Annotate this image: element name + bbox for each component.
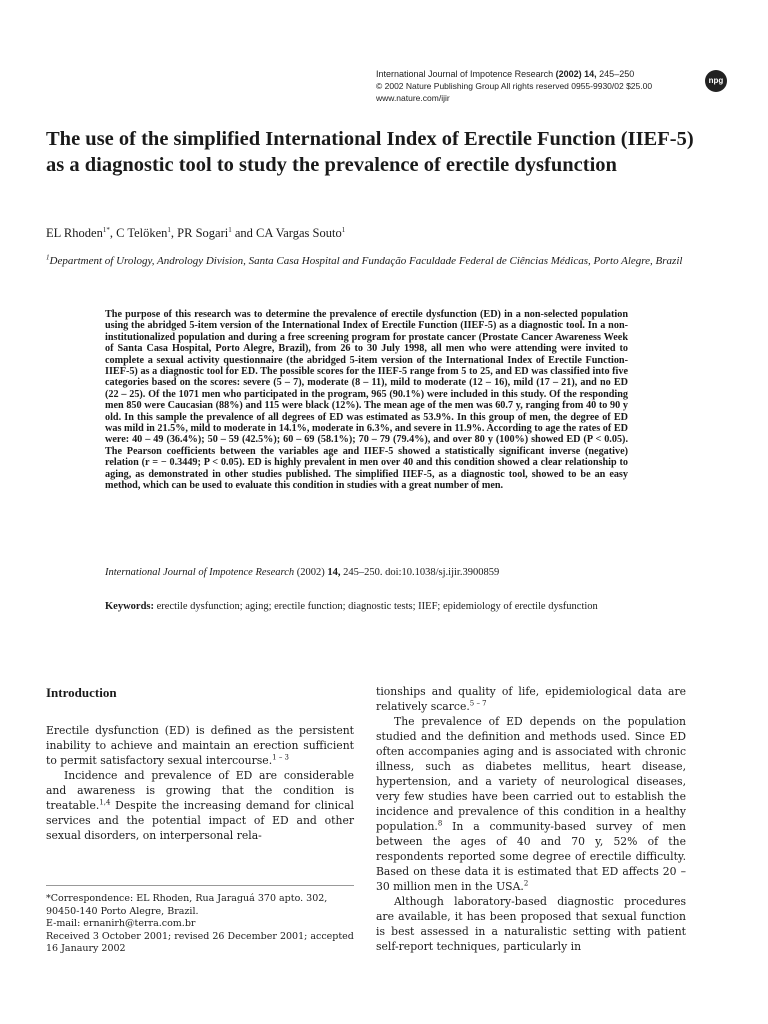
affiliation-text: Department of Urology, Andrology Division, Santa Casa Hospital and Fundação Faculdade Federal de Ciências Médicas, Porto Alegre, Brazil bbox=[49, 255, 683, 267]
npg-logo: npg bbox=[705, 70, 727, 92]
author-name: EL Rhoden bbox=[46, 226, 103, 240]
affiliation-sup: 1 bbox=[46, 253, 50, 262]
citation-pages-doi[interactable]: 245–250. doi:10.1038/sj.ijir.3900859 bbox=[343, 567, 500, 578]
citation-journal: International Journal of Impotence Research bbox=[105, 567, 295, 578]
citation-volume: 14, bbox=[327, 567, 341, 578]
paragraph-text: In a community-based survey of men between the ages of 40 and 70 y, 52% of the respondents reported some degree of erectile difficulty. Based on these data it is estimated that ED affects 20 – 30 million men in the USA. bbox=[376, 820, 686, 893]
footnotes bbox=[46, 893, 356, 956]
paragraph-text: Despite the increasing demand for clinical services and the potential impact of ED and other sexual disorders, on interpersonal rela- bbox=[46, 799, 354, 842]
keywords bbox=[105, 600, 628, 614]
journal-name: International Journal of Impotence Research bbox=[376, 69, 554, 79]
citation-sup: 1,4 bbox=[99, 798, 111, 807]
body-paragraph bbox=[46, 768, 354, 843]
citation-sup: 2 bbox=[523, 879, 529, 888]
paragraph-text: Incidence and prevalence of ED are considerable and awareness is growing that the condition is treatable. bbox=[46, 769, 354, 812]
body-paragraph bbox=[376, 684, 686, 714]
received-dates: Received 3 October 2001; revised 26 December 2001; accepted 16 Janaury 2002 bbox=[46, 930, 354, 954]
journal-header bbox=[376, 68, 716, 104]
article-citation bbox=[105, 567, 628, 578]
author-separator: , bbox=[170, 226, 178, 240]
citation-sup: 1 – 3 bbox=[272, 753, 289, 762]
journal-url[interactable]: www.nature.com/ijir bbox=[376, 93, 450, 103]
author-separator: and bbox=[231, 226, 257, 240]
author-name: PR Sogari bbox=[177, 226, 229, 240]
author-affil-sup: 1 bbox=[341, 225, 346, 234]
author-name: CA Vargas Souto bbox=[256, 226, 342, 240]
paragraph-text: tionships and quality of life, epidemiological data are relatively scarce. bbox=[376, 685, 686, 713]
correspondence-note: *Correspondence: EL Rhoden, Rua Jaraguá 370 apto. 302, 90450-140 Porto Alegre, Brazil. bbox=[46, 893, 328, 917]
author-list bbox=[46, 226, 345, 241]
citation-year: (2002) bbox=[296, 567, 325, 578]
paragraph-text: The prevalence of ED depends on the population studied and the definition and methods used. Since ED often accompanies aging and is associated with chronic illness, such as diabetes mellitus, heart disease, hypertension, and a variety of neurological diseases, very few studies have been carried out to establish the incidence and prevalence of this condition in a healthy population. bbox=[376, 715, 686, 833]
author-affil-sup: 1 bbox=[167, 225, 171, 234]
introduction-heading: Introduction bbox=[46, 685, 117, 700]
author-affil-sup: 1 bbox=[228, 225, 232, 234]
author-name: C Telöken bbox=[116, 226, 168, 240]
abstract: The purpose of this research was to determine the prevalence of erectile dysfunction (ED) in a non-selected population using the abridged 5-item version of the International Index of Erectile Function (IIEF-5) as a diagnostic tool. In a non-institutionalized population and during a free screening program for prostate cancer (Prostate Cancer Awareness Week of Santa Casa Hospital, Porto Alegre, Brazil), from 26 to 30 July 1998, all men who were attending were invited to complete a sexual activity questionnaire (the abridged 5-item version of the International Index of Erectile Function-IIEF-5) as a diagnostic tool for ED. The possible scores for the IIEF-5 range from 5 to 25, and ED was classified into five categories based on the scores: severe (5 – 7), moderate (8 – 11), mild to moderate (12 – 16), mild (17 – 21), and no ED (22 – 25). Of the 1071 men who participated in the program, 965 (90.1%) were included in this study. Of the responding men 850 were Caucasian (88%) and 115 were black (12%). The mean age of the men was 60.7 y, ranging from 40 to 90 y old. In this sample the prevalence of all degrees of ED was estimated as 53.9%. In this group of men, the degree of ED was mild in 21.5%, mild to moderate in 14.1%, moderate in 6.3%, and severe in 11.9%. According to age the rates of ED were: 40 – 49 (36.4%); 50 – 59 (42.5%); 60 – 69 (58.1%); 70 – 79 (79.4%), and over 80 y (100%) showed ED (P < 0.05). The Pearson coefficients between the variables age and IIEF-5 showed a statistically significant inverse (negative) relation (r = − 0.3449; P < 0.05). ED is highly prevalent in men over 40 and this condition showed a clear relationship to aging, as demonstrated in other studies published. The simplified IIEF-5, as a diagnostic tool, showed to be an easy method, which can be used to evaluate this condition in studies with a great number of men. bbox=[105, 309, 628, 492]
citation-sup: 8 bbox=[437, 819, 443, 828]
left-column bbox=[46, 684, 354, 843]
body-paragraph bbox=[376, 894, 686, 954]
paragraph-text: Erectile dysfunction (ED) is defined as the persistent inability to achieve and maintain an erection sufficient to permit satisfactory sexual intercourse. bbox=[46, 724, 354, 767]
keywords-label: Keywords: bbox=[105, 601, 154, 612]
body-paragraph bbox=[376, 714, 686, 894]
journal-year-volume: (2002) 14, bbox=[555, 69, 597, 79]
email-note[interactable]: E-mail: ernanirh@terra.com.br bbox=[46, 918, 196, 929]
article-title: The use of the simplified International Index of Erectile Function (IIEF-5) as a diagnostic tool to study the prevalence of erectile dysfunction bbox=[46, 128, 694, 176]
copyright-line: © 2002 Nature Publishing Group All rights reserved 0955-9930/02 $25.00 bbox=[376, 81, 653, 91]
paragraph-text: Although laboratory-based diagnostic procedures are available, it has been proposed that sexual function is best assessed in a naturalistic setting with patient self-report techniques, particularly in bbox=[376, 895, 686, 953]
affiliation bbox=[46, 254, 696, 269]
journal-pages: 245–250 bbox=[599, 69, 635, 79]
author-separator: , bbox=[109, 226, 117, 240]
journal-citation-line bbox=[376, 68, 716, 80]
author-affil-sup: 1* bbox=[102, 225, 110, 234]
citation-sup: 5 – 7 bbox=[469, 699, 487, 708]
footnote-divider bbox=[46, 885, 354, 886]
keywords-text: erectile dysfunction; aging; erectile function; diagnostic tests; IIEF; epidemiology of erectile dysfunction bbox=[156, 601, 598, 612]
body-paragraph bbox=[46, 723, 354, 768]
right-column bbox=[376, 684, 686, 954]
